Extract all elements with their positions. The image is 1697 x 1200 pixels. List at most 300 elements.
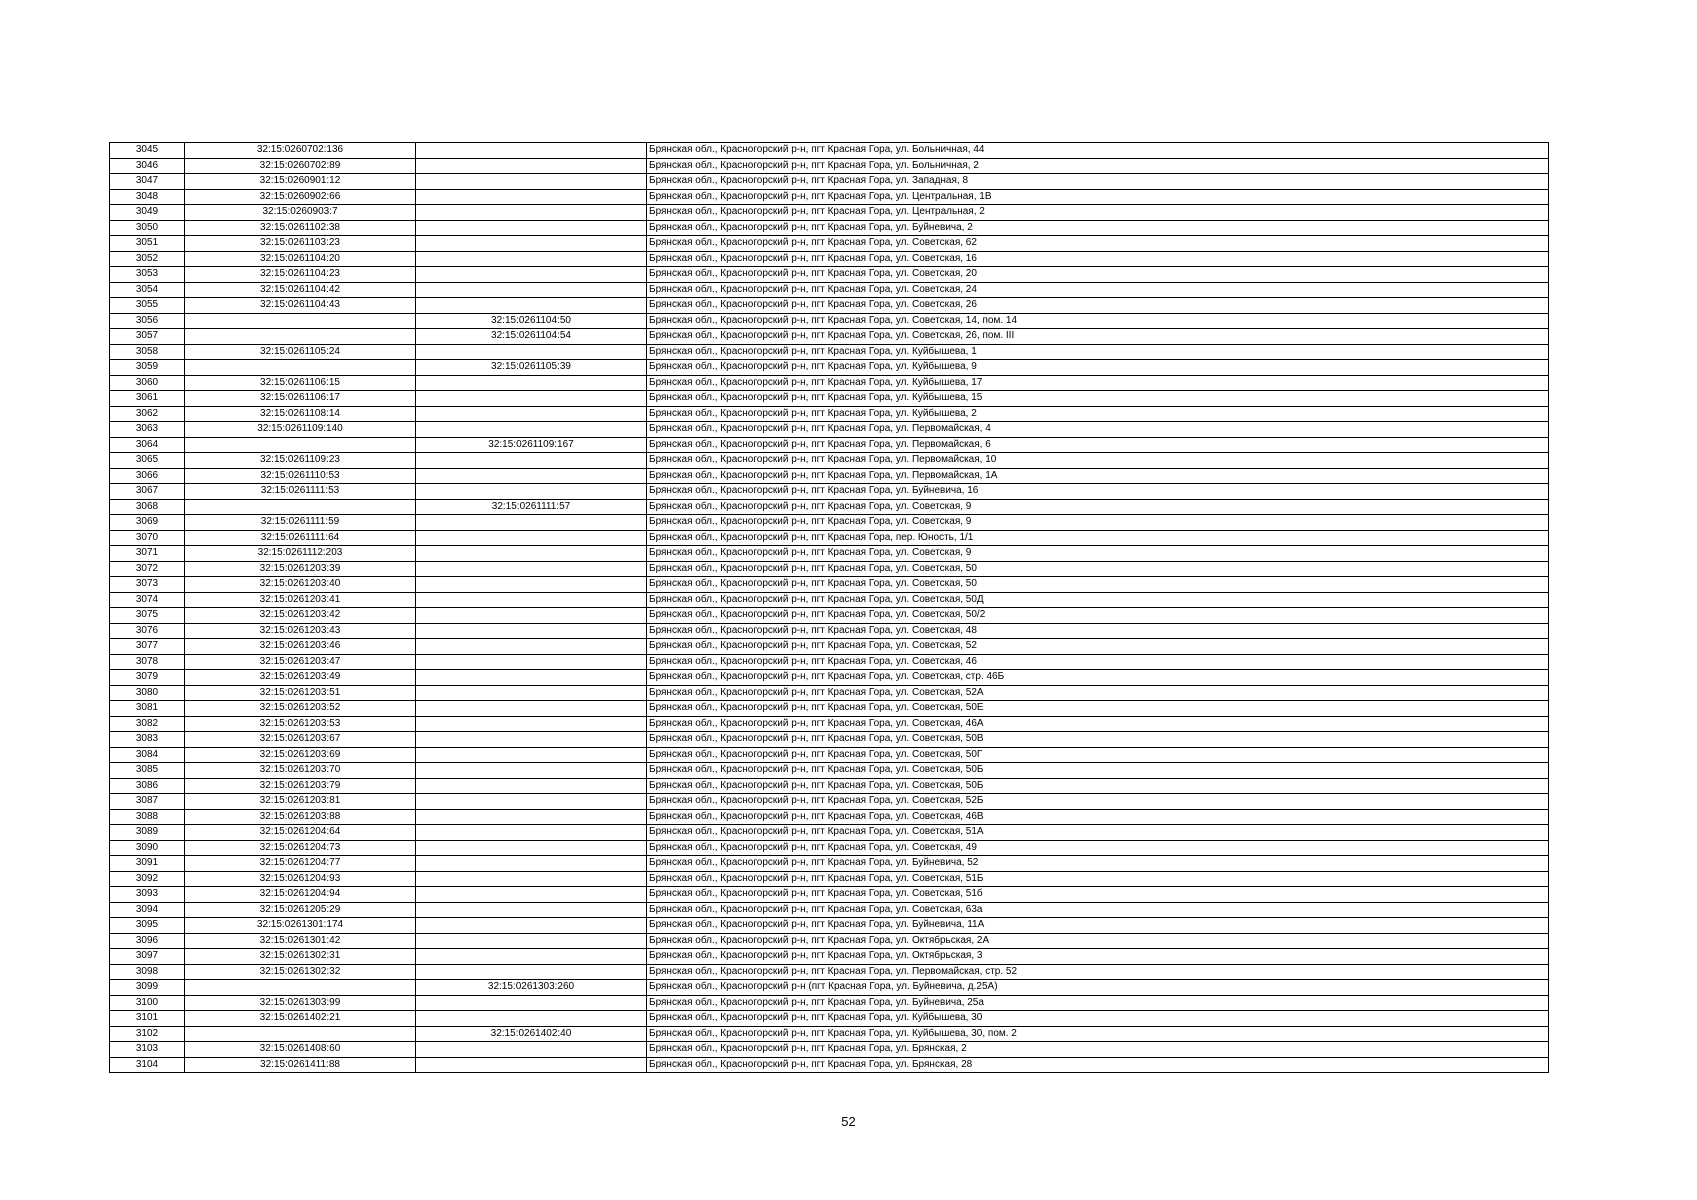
address-cell: Брянская обл., Красногорский р-н, пгт Красная Гора, ул. Советская, 9 (647, 515, 1549, 531)
cadastral-number-cell: 32:15:0261104:23 (185, 267, 416, 283)
address-cell: Брянская обл., Красногорский р-н, пгт Красная Гора, ул. Первомайская, 1А (647, 468, 1549, 484)
row-number-cell: 3081 (110, 701, 185, 717)
cadastral-number-alt-cell (416, 778, 647, 794)
cadastral-number-alt-cell (416, 484, 647, 500)
address-cell: Брянская обл., Красногорский р-н, пгт Красная Гора, ул. Брянская, 28 (647, 1057, 1549, 1073)
cadastral-number-alt-cell (416, 856, 647, 872)
cadastral-number-cell (185, 313, 416, 329)
table-row (110, 825, 1549, 841)
cadastral-number-alt-cell (416, 406, 647, 422)
address-cell: Брянская обл., Красногорский р-н, пгт Красная Гора, ул. Куйбышева, 1 (647, 344, 1549, 360)
table-row (110, 437, 1549, 453)
cadastral-number-alt-cell (416, 670, 647, 686)
cadastral-number-cell: 32:15:0260903:7 (185, 205, 416, 221)
address-cell: Брянская обл., Красногорский р-н, пгт Красная Гора, ул. Советская, 50 (647, 561, 1549, 577)
address-cell: Брянская обл., Красногорский р-н, пгт Красная Гора, ул. Буйневича, 2 (647, 220, 1549, 236)
cadastral-number-cell (185, 980, 416, 996)
cadastral-number-alt-cell (416, 298, 647, 314)
address-cell: Брянская обл., Красногорский р-н, пгт Красная Гора, ул. Советская, 51А (647, 825, 1549, 841)
cadastral-number-cell (185, 329, 416, 345)
cadastral-number-alt-cell (416, 143, 647, 159)
address-cell: Брянская обл., Красногорский р-н, пгт Красная Гора, ул. Советская, 20 (647, 267, 1549, 283)
table-row (110, 1042, 1549, 1058)
table-row (110, 360, 1549, 376)
table-row (110, 375, 1549, 391)
row-number-cell: 3084 (110, 747, 185, 763)
row-number-cell: 3054 (110, 282, 185, 298)
cadastral-number-cell: 32:15:0261302:32 (185, 964, 416, 980)
cadastral-number-alt-cell (416, 716, 647, 732)
cadastral-number-alt-cell (416, 577, 647, 593)
row-number-cell: 3103 (110, 1042, 185, 1058)
cadastral-number-alt-cell (416, 732, 647, 748)
cadastral-number-alt-cell (416, 654, 647, 670)
row-number-cell: 3075 (110, 608, 185, 624)
cadastral-number-cell: 32:15:0261203:70 (185, 763, 416, 779)
cadastral-number-cell: 32:15:0260902:66 (185, 189, 416, 205)
table-row (110, 887, 1549, 903)
cadastral-number-cell: 32:15:0261203:49 (185, 670, 416, 686)
cadastral-number-cell: 32:15:0261108:14 (185, 406, 416, 422)
row-number-cell: 3078 (110, 654, 185, 670)
cadastral-number-cell: 32:15:0261411:88 (185, 1057, 416, 1073)
cadastral-number-alt-cell (416, 515, 647, 531)
table-row (110, 980, 1549, 996)
address-cell: Брянская обл., Красногорский р-н, пгт Красная Гора, ул. Советская, 50Б (647, 763, 1549, 779)
address-cell: Брянская обл., Красногорский р-н, пгт Красная Гора, ул. Куйбышева, 15 (647, 391, 1549, 407)
address-cell: Брянская обл., Красногорский р-н, пгт Красная Гора, ул. Советская, 9 (647, 546, 1549, 562)
table-row (110, 995, 1549, 1011)
row-number-cell: 3091 (110, 856, 185, 872)
table-row (110, 561, 1549, 577)
address-cell: Брянская обл., Красногорский р-н, пгт Красная Гора, ул. Советская, 46В (647, 809, 1549, 825)
cadastral-number-cell: 32:15:0261302:31 (185, 949, 416, 965)
cadastral-number-cell: 32:15:0260702:136 (185, 143, 416, 159)
table-row (110, 577, 1549, 593)
cadastral-number-cell: 32:15:0261301:174 (185, 918, 416, 934)
address-cell: Брянская обл., Красногорский р-н, пгт Красная Гора, ул. Советская, 52Б (647, 794, 1549, 810)
cadastral-number-alt-cell (416, 871, 647, 887)
table-row (110, 608, 1549, 624)
row-number-cell: 3057 (110, 329, 185, 345)
cadastral-number-cell: 32:15:0260702:89 (185, 158, 416, 174)
cadastral-number-alt-cell (416, 902, 647, 918)
address-cell: Брянская обл., Красногорский р-н, пгт Красная Гора, ул. Советская, 46 (647, 654, 1549, 670)
cadastral-number-cell: 32:15:0261111:53 (185, 484, 416, 500)
address-cell: Брянская обл., Красногорский р-н, пгт Красная Гора, ул. Буйневича, 16 (647, 484, 1549, 500)
cadastral-number-cell: 32:15:0261203:47 (185, 654, 416, 670)
cadastral-number-cell: 32:15:0261111:59 (185, 515, 416, 531)
cadastral-number-alt-cell (416, 530, 647, 546)
cadastral-number-cell: 32:15:0261110:53 (185, 468, 416, 484)
address-cell: Брянская обл., Красногорский р-н, пгт Красная Гора, ул. Советская, 50Д (647, 592, 1549, 608)
cadastral-number-cell: 32:15:0261203:43 (185, 623, 416, 639)
cadastral-number-alt-cell (416, 608, 647, 624)
cadastral-number-alt-cell (416, 158, 647, 174)
table-row (110, 406, 1549, 422)
table-row (110, 623, 1549, 639)
address-cell: Брянская обл., Красногорский р-н, пгт Красная Гора, ул. Центральная, 1В (647, 189, 1549, 205)
cadastral-number-alt-cell (416, 1057, 647, 1073)
cadastral-number-cell: 32:15:0260901:12 (185, 174, 416, 190)
table-row (110, 871, 1549, 887)
table-row (110, 158, 1549, 174)
address-cell: Брянская обл., Красногорский р-н, пгт Красная Гора, ул. Советская, 50/2 (647, 608, 1549, 624)
cadastral-number-alt-cell (416, 1042, 647, 1058)
row-number-cell: 3074 (110, 592, 185, 608)
cadastral-number-alt-cell: 32:15:0261104:54 (416, 329, 647, 345)
cadastral-number-cell: 32:15:0261203:53 (185, 716, 416, 732)
cadastral-number-cell: 32:15:0261203:41 (185, 592, 416, 608)
table-row (110, 484, 1549, 500)
address-cell: Брянская обл., Красногорский р-н, пгт Красная Гора, ул. Советская, 63а (647, 902, 1549, 918)
address-cell: Брянская обл., Красногорский р-н, пгт Красная Гора, ул. Октябрьская, 3 (647, 949, 1549, 965)
address-cell: Брянская обл., Красногорский р-н, пгт Красная Гора, ул. Советская, 52 (647, 639, 1549, 655)
row-number-cell: 3069 (110, 515, 185, 531)
address-cell: Брянская обл., Красногорский р-н, пгт Красная Гора, ул. Советская, 26, пом. III (647, 329, 1549, 345)
cadastral-number-cell: 32:15:0261205:29 (185, 902, 416, 918)
row-number-cell: 3050 (110, 220, 185, 236)
cadastral-number-alt-cell (416, 701, 647, 717)
row-number-cell: 3058 (110, 344, 185, 360)
cadastral-number-alt-cell (416, 964, 647, 980)
row-number-cell: 3095 (110, 918, 185, 934)
row-number-cell: 3052 (110, 251, 185, 267)
cadastral-number-alt-cell: 32:15:0261402:40 (416, 1026, 647, 1042)
cadastral-number-alt-cell: 32:15:0261303:260 (416, 980, 647, 996)
row-number-cell: 3064 (110, 437, 185, 453)
cadastral-number-cell: 32:15:0261104:42 (185, 282, 416, 298)
cadastral-number-cell: 32:15:0261408:60 (185, 1042, 416, 1058)
cadastral-number-alt-cell (416, 220, 647, 236)
row-number-cell: 3068 (110, 499, 185, 515)
cadastral-number-cell (185, 437, 416, 453)
table-row (110, 670, 1549, 686)
table-row (110, 282, 1549, 298)
row-number-cell: 3099 (110, 980, 185, 996)
table-row (110, 251, 1549, 267)
cadastral-number-cell: 32:15:0261112:203 (185, 546, 416, 562)
cadastral-number-alt-cell (416, 174, 647, 190)
table-row (110, 933, 1549, 949)
row-number-cell: 3046 (110, 158, 185, 174)
cadastral-number-alt-cell (416, 1011, 647, 1027)
cadastral-number-cell: 32:15:0261203:88 (185, 809, 416, 825)
table-row (110, 778, 1549, 794)
row-number-cell: 3072 (110, 561, 185, 577)
records-table (109, 142, 1549, 1073)
cadastral-number-alt-cell (416, 453, 647, 469)
cadastral-number-alt-cell (416, 995, 647, 1011)
cadastral-number-alt-cell (416, 933, 647, 949)
table-row (110, 468, 1549, 484)
table-row (110, 1011, 1549, 1027)
address-cell: Брянская обл., Красногорский р-н, пгт Красная Гора, ул. Советская, 50Г (647, 747, 1549, 763)
cadastral-number-cell: 32:15:0261102:38 (185, 220, 416, 236)
row-number-cell: 3051 (110, 236, 185, 252)
cadastral-number-cell: 32:15:0261106:15 (185, 375, 416, 391)
cadastral-number-alt-cell: 32:15:0261109:167 (416, 437, 647, 453)
cadastral-number-alt-cell (416, 623, 647, 639)
cadastral-number-alt-cell (416, 825, 647, 841)
cadastral-number-alt-cell (416, 747, 647, 763)
address-cell: Брянская обл., Красногорский р-н, пгт Красная Гора, ул. Западная, 8 (647, 174, 1549, 190)
table-row (110, 267, 1549, 283)
cadastral-number-cell: 32:15:0261402:21 (185, 1011, 416, 1027)
address-cell: Брянская обл., Красногорский р-н, пгт Красная Гора, ул. Советская, 50 (647, 577, 1549, 593)
table-row (110, 515, 1549, 531)
cadastral-number-cell: 32:15:0261111:64 (185, 530, 416, 546)
cadastral-number-cell: 32:15:0261104:43 (185, 298, 416, 314)
cadastral-number-alt-cell (416, 344, 647, 360)
table-row (110, 174, 1549, 190)
address-cell: Брянская обл., Красногорский р-н, пгт Красная Гора, ул. Советская, 52А (647, 685, 1549, 701)
address-cell: Брянская обл., Красногорский р-н, пгт Красная Гора, ул. Советская, 48 (647, 623, 1549, 639)
row-number-cell: 3060 (110, 375, 185, 391)
address-cell: Брянская обл., Красногорский р-н, пгт Красная Гора, ул. Буйневича, 52 (647, 856, 1549, 872)
cadastral-number-cell: 32:15:0261203:79 (185, 778, 416, 794)
cadastral-number-alt-cell: 32:15:0261104:50 (416, 313, 647, 329)
address-cell: Брянская обл., Красногорский р-н, пгт Красная Гора, ул. Первомайская, стр. 52 (647, 964, 1549, 980)
table-row (110, 391, 1549, 407)
table-row (110, 856, 1549, 872)
row-number-cell: 3079 (110, 670, 185, 686)
address-cell: Брянская обл., Красногорский р-н, пгт Красная Гора, ул. Советская, 49 (647, 840, 1549, 856)
address-cell: Брянская обл., Красногорский р-н, пгт Красная Гора, ул. Куйбышева, 30, пом. 2 (647, 1026, 1549, 1042)
address-cell: Брянская обл., Красногорский р-н, пгт Красная Гора, ул. Больничная, 2 (647, 158, 1549, 174)
table-row (110, 840, 1549, 856)
cadastral-number-alt-cell (416, 205, 647, 221)
table-row (110, 329, 1549, 345)
table-row (110, 546, 1549, 562)
records-table-body (110, 143, 1549, 1073)
cadastral-number-alt-cell: 32:15:0261105:39 (416, 360, 647, 376)
row-number-cell: 3089 (110, 825, 185, 841)
address-cell: Брянская обл., Красногорский р-н, пгт Красная Гора, ул. Куйбышева, 17 (647, 375, 1549, 391)
row-number-cell: 3090 (110, 840, 185, 856)
table-row (110, 732, 1549, 748)
cadastral-number-cell: 32:15:0261203:52 (185, 701, 416, 717)
cadastral-number-cell: 32:15:0261204:64 (185, 825, 416, 841)
row-number-cell: 3077 (110, 639, 185, 655)
row-number-cell: 3101 (110, 1011, 185, 1027)
row-number-cell: 3048 (110, 189, 185, 205)
page-number: 52 (841, 1114, 856, 1129)
cadastral-number-alt-cell (416, 251, 647, 267)
row-number-cell: 3062 (110, 406, 185, 422)
cadastral-number-cell: 32:15:0261204:77 (185, 856, 416, 872)
cadastral-number-alt-cell (416, 189, 647, 205)
row-number-cell: 3104 (110, 1057, 185, 1073)
cadastral-number-cell (185, 360, 416, 376)
row-number-cell: 3059 (110, 360, 185, 376)
address-cell: Брянская обл., Красногорский р-н, пгт Красная Гора, ул. Советская, 51б (647, 887, 1549, 903)
cadastral-number-cell: 32:15:0261203:39 (185, 561, 416, 577)
row-number-cell: 3056 (110, 313, 185, 329)
cadastral-number-cell: 32:15:0261301:42 (185, 933, 416, 949)
cadastral-number-cell: 32:15:0261203:42 (185, 608, 416, 624)
cadastral-number-alt-cell (416, 267, 647, 283)
table-row (110, 499, 1549, 515)
cadastral-number-alt-cell: 32:15:0261111:57 (416, 499, 647, 515)
table-row (110, 685, 1549, 701)
table-row (110, 592, 1549, 608)
address-cell: Брянская обл., Красногорский р-н, пгт Красная Гора, ул. Первомайская, 10 (647, 453, 1549, 469)
address-cell: Брянская обл., Красногорский р-н, пгт Красная Гора, ул. Центральная, 2 (647, 205, 1549, 221)
row-number-cell: 3088 (110, 809, 185, 825)
cadastral-number-alt-cell (416, 282, 647, 298)
row-number-cell: 3045 (110, 143, 185, 159)
row-number-cell: 3102 (110, 1026, 185, 1042)
row-number-cell: 3061 (110, 391, 185, 407)
table-row (110, 763, 1549, 779)
cadastral-number-cell: 32:15:0261203:69 (185, 747, 416, 763)
row-number-cell: 3087 (110, 794, 185, 810)
row-number-cell: 3067 (110, 484, 185, 500)
table-row (110, 236, 1549, 252)
address-cell: Брянская обл., Красногорский р-н, пгт Красная Гора, ул. Советская, 26 (647, 298, 1549, 314)
cadastral-number-cell (185, 499, 416, 515)
table-row (110, 902, 1549, 918)
table-row (110, 344, 1549, 360)
cadastral-number-alt-cell (416, 236, 647, 252)
cadastral-number-cell: 32:15:0261203:51 (185, 685, 416, 701)
cadastral-number-cell: 32:15:0261203:46 (185, 639, 416, 655)
address-cell: Брянская обл., Красногорский р-н, пгт Красная Гора, ул. Советская, 51Б (647, 871, 1549, 887)
table-row (110, 220, 1549, 236)
cadastral-number-cell (185, 1026, 416, 1042)
address-cell: Брянская обл., Красногорский р-н, пгт Красная Гора, ул. Буйневича, 25а (647, 995, 1549, 1011)
table-row (110, 747, 1549, 763)
row-number-cell: 3065 (110, 453, 185, 469)
address-cell: Брянская обл., Красногорский р-н, пгт Красная Гора, пер. Юность, 1/1 (647, 530, 1549, 546)
address-cell: Брянская обл., Красногорский р-н, пгт Красная Гора, ул. Советская, 24 (647, 282, 1549, 298)
cadastral-number-alt-cell (416, 561, 647, 577)
cadastral-number-alt-cell (416, 840, 647, 856)
cadastral-number-alt-cell (416, 391, 647, 407)
cadastral-number-cell: 32:15:0261204:73 (185, 840, 416, 856)
table-row (110, 918, 1549, 934)
cadastral-number-alt-cell (416, 809, 647, 825)
table-row (110, 639, 1549, 655)
cadastral-number-cell: 32:15:0261303:99 (185, 995, 416, 1011)
row-number-cell: 3049 (110, 205, 185, 221)
table-row (110, 453, 1549, 469)
cadastral-number-cell: 32:15:0261106:17 (185, 391, 416, 407)
cadastral-number-cell: 32:15:0261109:23 (185, 453, 416, 469)
row-number-cell: 3066 (110, 468, 185, 484)
cadastral-number-alt-cell (416, 546, 647, 562)
cadastral-number-cell: 32:15:0261203:81 (185, 794, 416, 810)
row-number-cell: 3092 (110, 871, 185, 887)
address-cell: Брянская обл., Красногорский р-н, пгт Красная Гора, ул. Советская, 62 (647, 236, 1549, 252)
table-row (110, 654, 1549, 670)
cadastral-number-alt-cell (416, 375, 647, 391)
row-number-cell: 3097 (110, 949, 185, 965)
row-number-cell: 3073 (110, 577, 185, 593)
address-cell: Брянская обл., Красногорский р-н, пгт Красная Гора, ул. Брянская, 2 (647, 1042, 1549, 1058)
address-cell: Брянская обл., Красногорский р-н, пгт Красная Гора, ул. Советская, 50В (647, 732, 1549, 748)
row-number-cell: 3080 (110, 685, 185, 701)
row-number-cell: 3047 (110, 174, 185, 190)
address-cell: Брянская обл., Красногорский р-н, пгт Красная Гора, ул. Куйбышева, 9 (647, 360, 1549, 376)
row-number-cell: 3055 (110, 298, 185, 314)
address-cell: Брянская обл., Красногорский р-н, пгт Красная Гора, ул. Советская, 14, пом. 14 (647, 313, 1549, 329)
table-row (110, 422, 1549, 438)
cadastral-number-cell: 32:15:0261104:20 (185, 251, 416, 267)
table-row (110, 716, 1549, 732)
address-cell: Брянская обл., Красногорский р-н, пгт Красная Гора, ул. Больничная, 44 (647, 143, 1549, 159)
row-number-cell: 3086 (110, 778, 185, 794)
row-number-cell: 3071 (110, 546, 185, 562)
table-row (110, 530, 1549, 546)
cadastral-number-alt-cell (416, 468, 647, 484)
address-cell: Брянская обл., Красногорский р-н, пгт Красная Гора, ул. Советская, 50Б (647, 778, 1549, 794)
row-number-cell: 3063 (110, 422, 185, 438)
cadastral-number-alt-cell (416, 794, 647, 810)
cadastral-number-alt-cell (416, 887, 647, 903)
cadastral-number-alt-cell (416, 685, 647, 701)
address-cell: Брянская обл., Красногорский р-н, пгт Красная Гора, ул. Первомайская, 4 (647, 422, 1549, 438)
cadastral-number-alt-cell (416, 949, 647, 965)
cadastral-number-cell: 32:15:0261109:140 (185, 422, 416, 438)
row-number-cell: 3082 (110, 716, 185, 732)
cadastral-number-alt-cell (416, 639, 647, 655)
address-cell: Брянская обл., Красногорский р-н, пгт Красная Гора, ул. Советская, 9 (647, 499, 1549, 515)
table-row (110, 964, 1549, 980)
row-number-cell: 3100 (110, 995, 185, 1011)
row-number-cell: 3098 (110, 964, 185, 980)
address-cell: Брянская обл., Красногорский р-н, пгт Красная Гора, ул. Советская, 16 (647, 251, 1549, 267)
table-row (110, 794, 1549, 810)
row-number-cell: 3070 (110, 530, 185, 546)
cadastral-number-alt-cell (416, 763, 647, 779)
table-row (110, 143, 1549, 159)
table-row (110, 949, 1549, 965)
address-cell: Брянская обл., Красногорский р-н, пгт Красная Гора, ул. Советская, стр. 46Б (647, 670, 1549, 686)
cadastral-number-alt-cell (416, 592, 647, 608)
table-row (110, 189, 1549, 205)
table-row (110, 701, 1549, 717)
cadastral-number-alt-cell (416, 918, 647, 934)
row-number-cell: 3085 (110, 763, 185, 779)
address-cell: Брянская обл., Красногорский р-н, пгт Красная Гора, ул. Советская, 46А (647, 716, 1549, 732)
cadastral-number-cell: 32:15:0261203:40 (185, 577, 416, 593)
row-number-cell: 3096 (110, 933, 185, 949)
cadastral-number-cell: 32:15:0261103:23 (185, 236, 416, 252)
address-cell: Брянская обл., Красногорский р-н, пгт Красная Гора, ул. Буйневича, 11А (647, 918, 1549, 934)
row-number-cell: 3094 (110, 902, 185, 918)
cadastral-number-alt-cell (416, 422, 647, 438)
table-row (110, 298, 1549, 314)
table-row (110, 809, 1549, 825)
address-cell: Брянская обл., Красногорский р-н, пгт Красная Гора, ул. Первомайская, 6 (647, 437, 1549, 453)
address-cell: Брянская обл., Красногорский р-н, пгт Красная Гора, ул. Куйбышева, 2 (647, 406, 1549, 422)
address-cell: Брянская обл., Красногорский р-н, пгт Красная Гора, ул. Советская, 50Е (647, 701, 1549, 717)
row-number-cell: 3076 (110, 623, 185, 639)
row-number-cell: 3083 (110, 732, 185, 748)
cadastral-number-cell: 32:15:0261204:93 (185, 871, 416, 887)
cadastral-number-cell: 32:15:0261203:67 (185, 732, 416, 748)
table-row (110, 1057, 1549, 1073)
row-number-cell: 3053 (110, 267, 185, 283)
cadastral-number-cell: 32:15:0261204:94 (185, 887, 416, 903)
address-cell: Брянская обл., Красногорский р-н (пгт Красная Гора, ул. Буйневича, д.25А) (647, 980, 1549, 996)
table-row (110, 313, 1549, 329)
table-row (110, 205, 1549, 221)
address-cell: Брянская обл., Красногорский р-н, пгт Красная Гора, ул. Куйбышева, 30 (647, 1011, 1549, 1027)
cadastral-number-cell: 32:15:0261105:24 (185, 344, 416, 360)
